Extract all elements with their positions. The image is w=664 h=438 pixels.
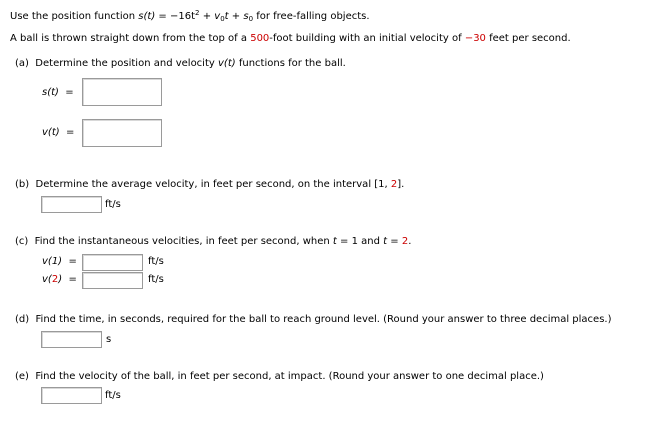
part-c-period: . [408, 236, 412, 247]
v2-label-pre: v( [42, 274, 52, 285]
intro-s-of-t: s(t) [138, 11, 156, 22]
part-c-t1: t [332, 236, 337, 247]
s-t-label: s(t) [42, 87, 59, 98]
part-c-eq1: = 1 and [340, 236, 380, 247]
part-b-text: Determine the average velocity, in feet per second, on the interval [1, [35, 179, 388, 190]
part-c-label: (c) [15, 236, 29, 247]
intro-prefix: Use the position function [10, 11, 136, 22]
intro-t: t [224, 11, 229, 22]
part-a-label: (a) [15, 58, 29, 69]
part-a-text-post: functions for the ball. [238, 58, 346, 69]
intro-s-sub: 0 [248, 15, 254, 23]
part-d-label: (d) [15, 314, 30, 325]
v1-equals: = [68, 256, 77, 267]
part-c-row1-label [42, 255, 77, 269]
impact-velocity-unit: ft/s [105, 390, 121, 401]
part-b-question [15, 178, 404, 192]
v-t-label: v(t) [42, 127, 60, 138]
part-a-row1-label [42, 86, 74, 100]
intro-suffix: for free-falling objects. [256, 11, 370, 22]
part-b-label: (b) [15, 179, 30, 190]
part-e-question [15, 370, 544, 384]
intro-minus: − [169, 11, 179, 22]
part-a-row2-label [42, 126, 74, 140]
v1-answer-box[interactable] [82, 254, 143, 271]
v-t-answer-box[interactable] [82, 119, 162, 147]
problem-part3: feet per second. [489, 33, 571, 44]
part-c-val2: 2 [401, 236, 409, 247]
v1-label: v(1) [42, 256, 63, 267]
intro-v: v [214, 11, 221, 22]
v2-unit: ft/s [148, 274, 164, 285]
part-e-label: (e) [15, 371, 29, 382]
intro-coef: 16t [178, 11, 196, 22]
s-t-answer-box[interactable] [82, 78, 162, 106]
part-a-text-pre: Determine the position and velocity [35, 58, 215, 69]
intro-equals: = [158, 11, 167, 22]
time-unit: s [106, 334, 112, 345]
s-t-equals: = [65, 87, 74, 98]
intro-s: s [243, 11, 249, 22]
part-c-eq2: = [390, 236, 399, 247]
problem-velocity: −30 [464, 33, 486, 44]
part-a-func: v(t) [218, 58, 236, 69]
part-b-interval-end: 2 [390, 179, 398, 190]
v1-unit: ft/s [148, 256, 164, 267]
v-t-equals: = [66, 127, 75, 138]
v2-answer-box[interactable] [82, 272, 143, 289]
part-c-t2: t [383, 236, 388, 247]
part-e-text: Find the velocity of the ball, in feet per second, at impact. (Round your answer to one decimal place.) [35, 371, 544, 382]
intro-plus2: + [231, 11, 241, 22]
intro-v-sub: 0 [220, 15, 225, 23]
problem-height: 500 [250, 33, 270, 44]
part-a-question [15, 57, 346, 71]
part-d-question [15, 313, 612, 327]
part-c-row2-label [42, 273, 77, 287]
problem-part2: -foot building with an initial velocity of [269, 33, 462, 44]
v2-label-num: 2 [51, 274, 59, 285]
avg-velocity-answer-box[interactable] [41, 196, 102, 213]
problem-part1: A ball is thrown straight down from the top of a [10, 33, 248, 44]
problem-statement [10, 32, 571, 46]
part-c-question [15, 235, 411, 249]
part-c-text-pre: Find the instantaneous velocities, in feet per second, when [34, 236, 330, 247]
intro-exp: 2 [195, 9, 200, 17]
part-b-text-end: ]. [397, 179, 405, 190]
v2-equals: = [68, 274, 77, 285]
part-d-text: Find the time, in seconds, required for the ball to reach ground level. (Round your answer to three decimal places.) [35, 314, 612, 325]
time-answer-box[interactable] [41, 331, 102, 348]
intro-line [10, 6, 370, 26]
avg-velocity-unit: ft/s [105, 199, 121, 210]
impact-velocity-answer-box[interactable] [41, 387, 102, 404]
v2-label-post: ) [58, 274, 63, 285]
intro-plus1: + [202, 11, 212, 22]
